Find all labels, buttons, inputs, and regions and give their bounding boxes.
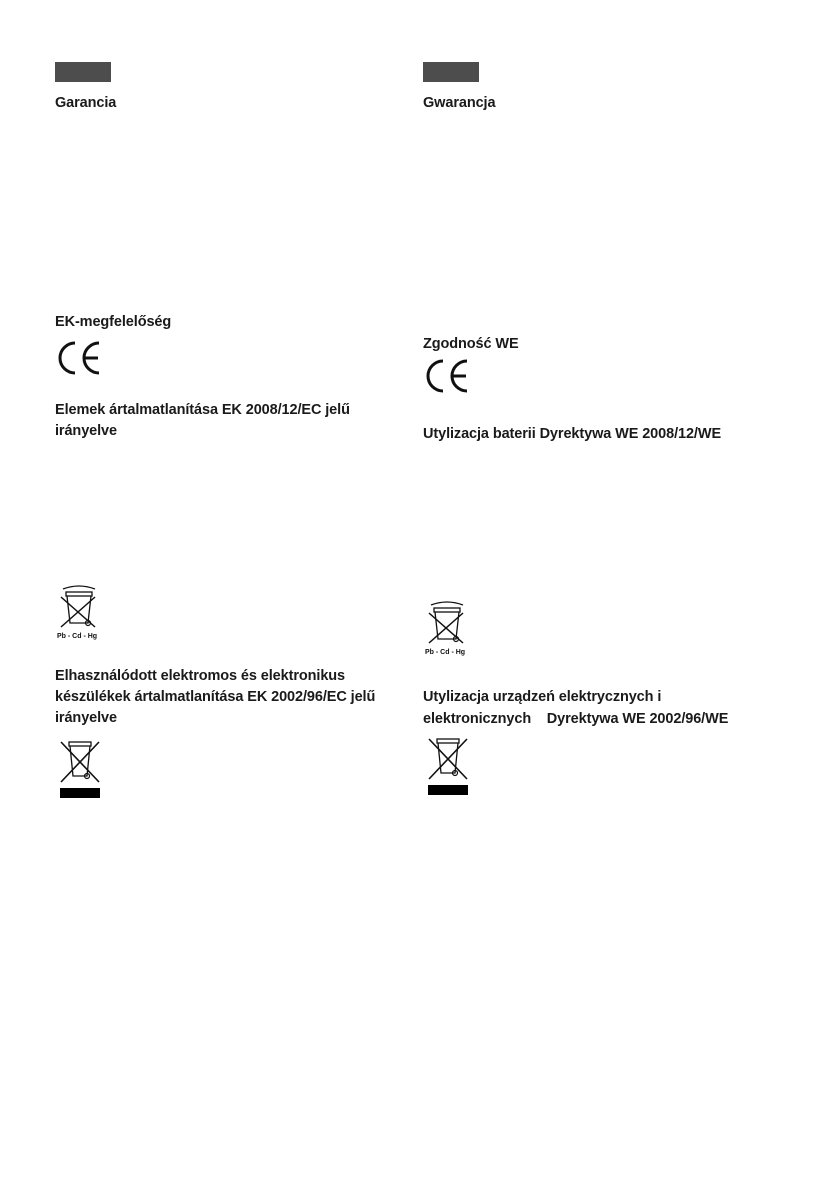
warranty-heading: Gwarancja [423, 95, 496, 111]
battery-icon-label: Pb - Cd - Hg [425, 649, 466, 656]
crossed-bin-battery-icon [55, 583, 103, 641]
battery-icon-label: Pb - Cd - Hg [57, 633, 98, 640]
weee-disposal-heading-line2: elektronicznych Dyrektywa WE 2002/96/WE [423, 711, 729, 727]
hungarian-column [55, 0, 415, 1192]
crossed-bin-weee-icon [55, 736, 105, 800]
ce-mark-icon [423, 358, 471, 394]
crossed-bin-battery-icon [423, 599, 471, 657]
battery-disposal-heading: Utylizacja baterii Dyrektywa WE 2008/12/WE [423, 426, 722, 442]
weee-disposal-heading-line1: Utylizacja urządzeń elektrycznych i [423, 689, 662, 705]
warranty-heading: Garancia [55, 95, 117, 111]
language-tab-marker [55, 62, 111, 82]
ce-conformity-heading: Zgodność WE [423, 336, 519, 352]
battery-disposal-heading-line1: Elemek ártalmatlanítása EK 2008/12/EC jelű [55, 402, 350, 418]
language-tab-marker [423, 62, 479, 82]
crossed-bin-weee-icon [423, 733, 473, 797]
weee-disposal-heading-line2: készülékek ártalmatlanítása EK 2002/96/EC jelű [55, 689, 376, 705]
weee-disposal-heading-line1: Elhasználódott elektromos és elektronikus [55, 668, 346, 684]
battery-disposal-heading-line2: irányelve [55, 423, 117, 439]
weee-disposal-heading-line3: irányelve [55, 710, 117, 726]
ce-mark-icon [55, 340, 103, 376]
ce-conformity-heading: EK-megfelelőség [55, 314, 172, 330]
polish-column [423, 0, 783, 1192]
